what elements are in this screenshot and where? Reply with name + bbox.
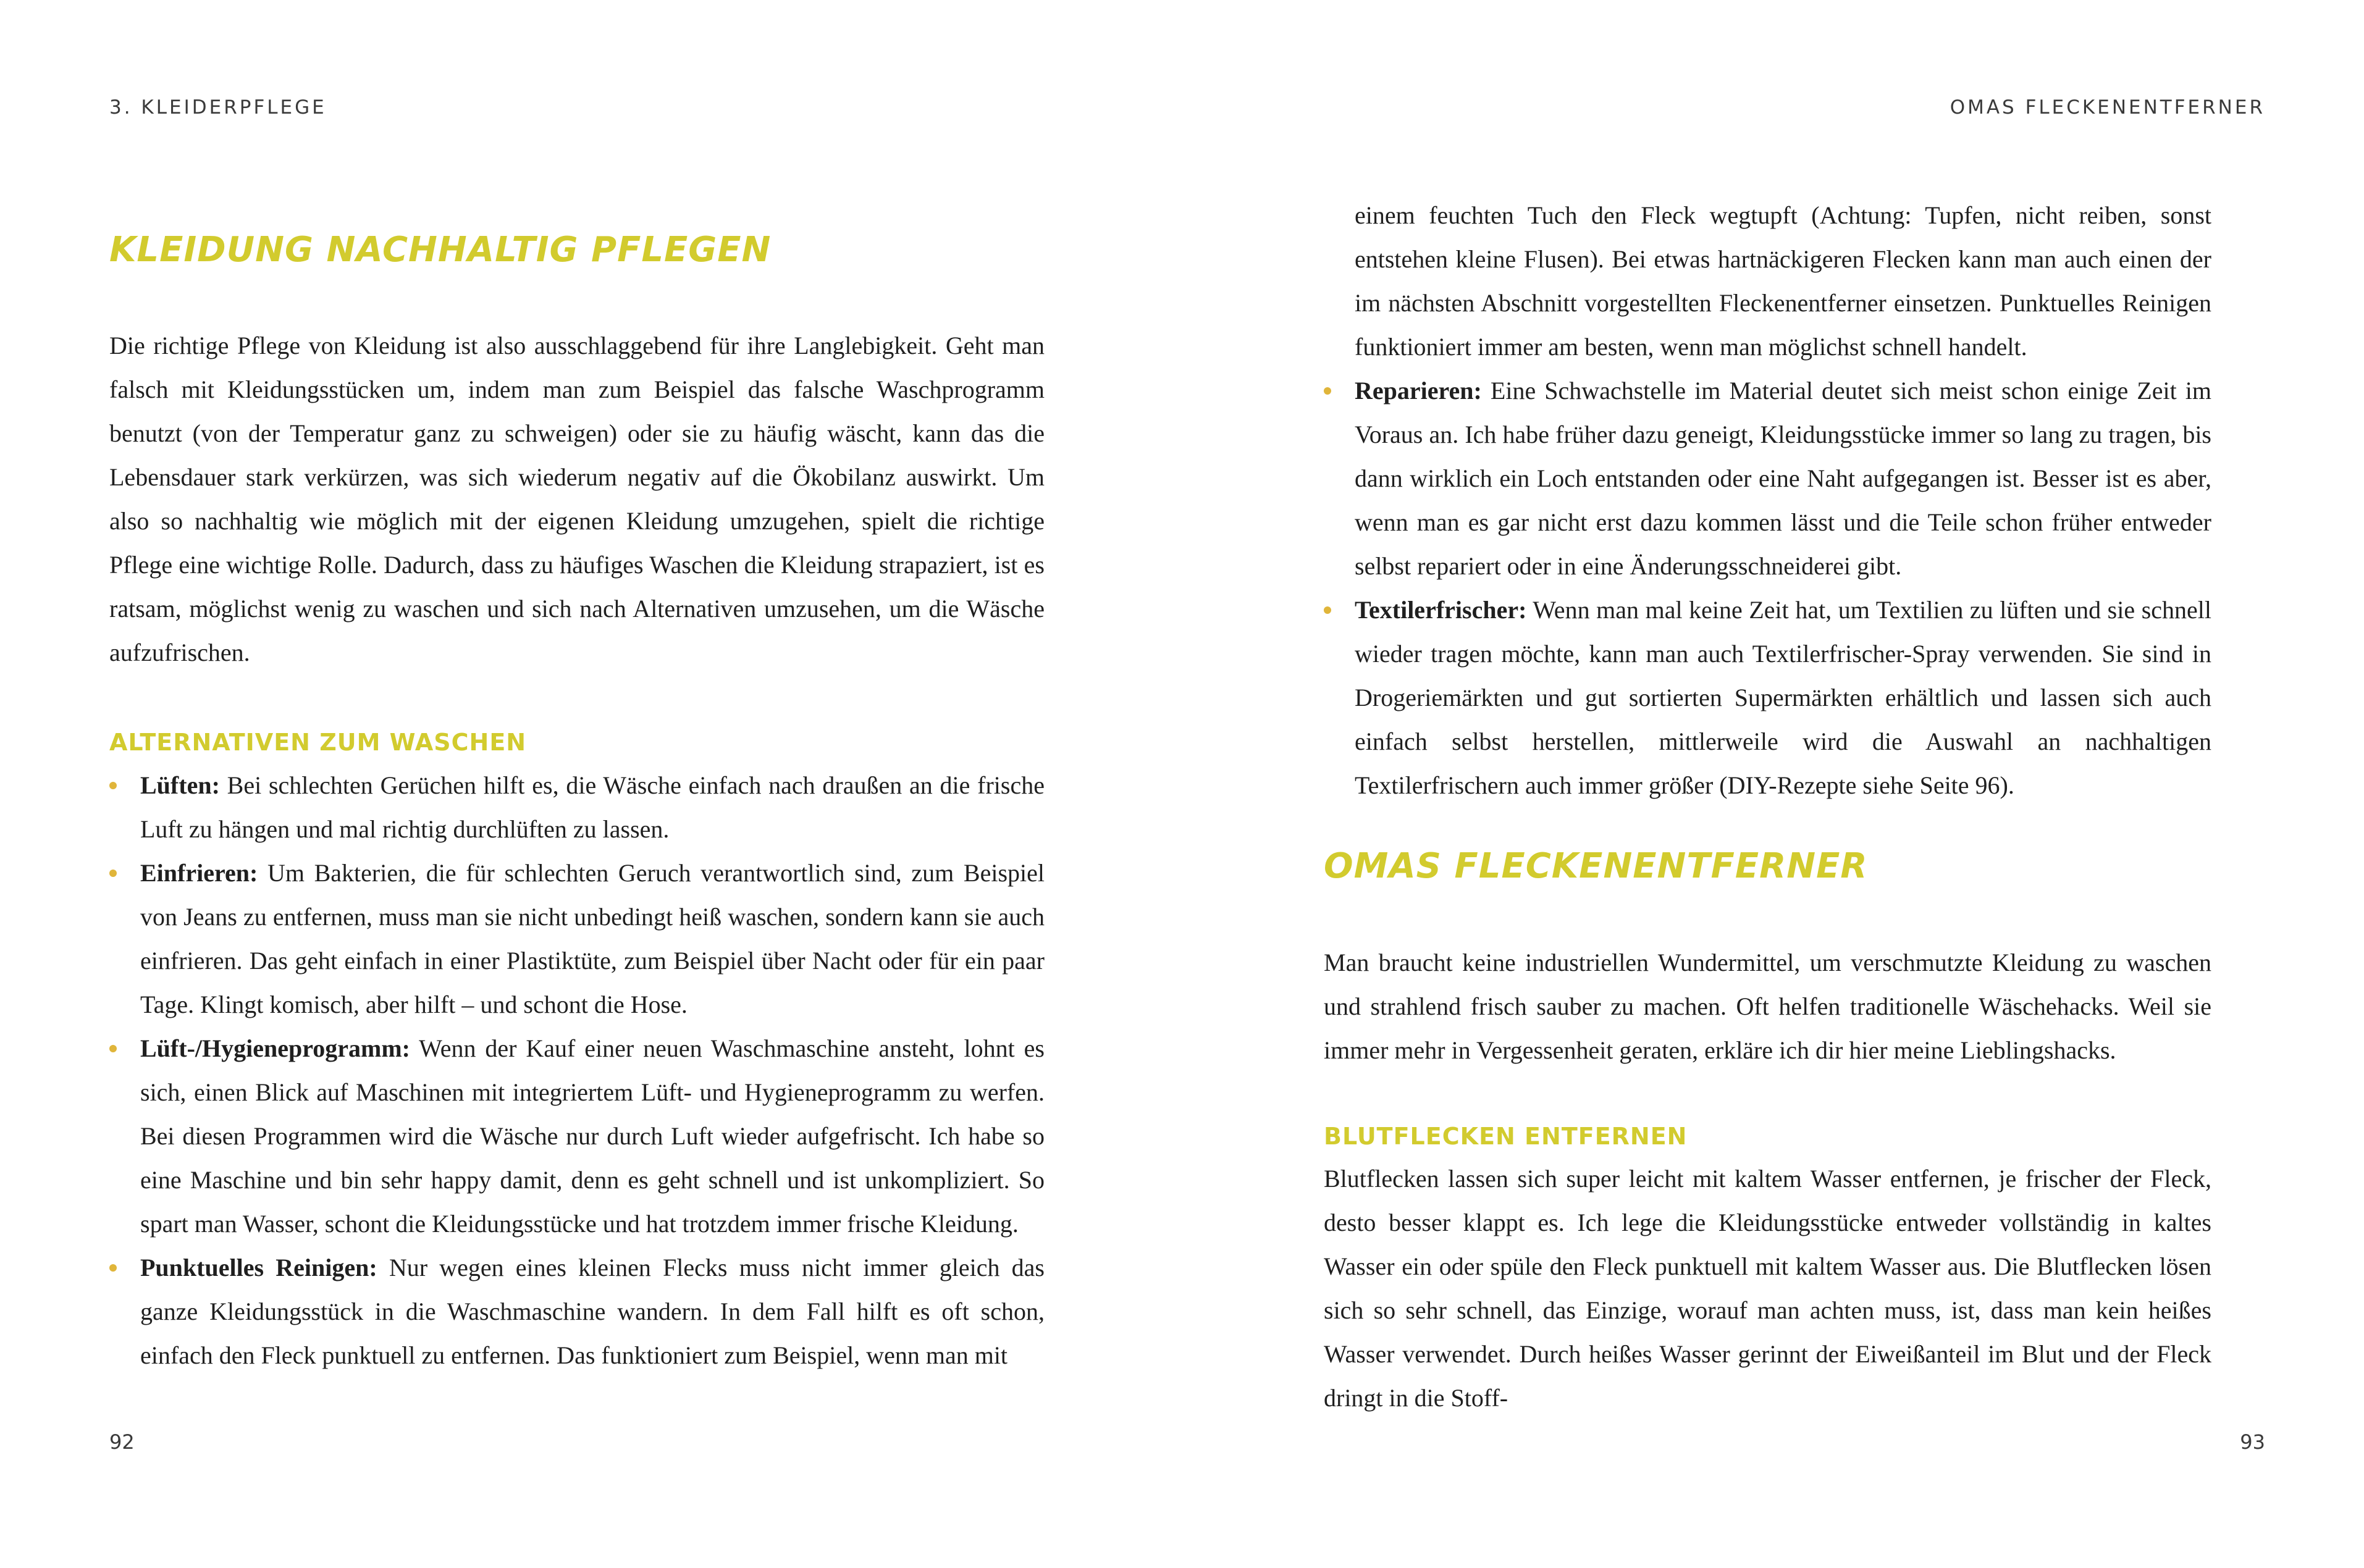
body-paragraph: Blutflecken lassen sich super leicht mit kaltem Wasser entfernen, je frischer der Fleck, desto besser klappt es. Ich lege die Kleidungsstücke entweder vollständig in kaltes Wasser ein oder spüle den Fleck punktuell mit kaltem Wasser aus. Die Blutflecken lösen sich so sehr schnell, das Einzige, worauf man achten muss, ist, dass man kein heißes Wasser verwendet. Durch heißes Wasser gerinnt der Eiweißanteil im Blut und der Fleck dringt in die Stoff-	[1324, 1165, 2211, 1412]
subsection-heading: BLUTFLECKEN ENTFERNEN	[1324, 1123, 1688, 1150]
list-item	[1324, 588, 2211, 807]
continued-list-text: einem feuchten Tuch den Fleck wegtupft (Achtung: Tupfen, nicht reiben, sonst entstehen kleine Flusen). Bei etwas hartnäckigeren Flecken kann man auch einen der im nächsten Abschnitt vorgestellten Fleckenentferner einsetzen. Punktuelles Reinigen funktioniert immer am besten, wenn man möglichst schnell handelt.	[1355, 201, 2211, 361]
list-item-term: Einfrieren:	[140, 859, 258, 887]
running-head: 3. KLEIDERPFLEGE	[109, 96, 327, 119]
bullet-icon	[109, 870, 117, 877]
list-item-text: Bei schlechten Gerüchen hilft es, die Wäsche einfach nach draußen an die frische Luft zu hängen und mal richtig durchlüften zu lassen.	[140, 771, 1045, 843]
intro-paragraph: Die richtige Pflege von Kleidung ist also ausschlaggebend für ihre Langlebigkeit. Geht man falsch mit Kleidungsstücken um, indem man zum Beispiel das falsche Waschprogramm benutzt (von der Temperatur ganz zu schweigen) oder sie zu häufig wäscht, kann das die Lebensdauer stark verkürzen, was sich wiederum negativ auf die Ökobilanz auswirkt. Um also so nachhaltig wie möglich mit der eigenen Kleidung umzugehen, spielt die richtige Pflege eine wichtige Rolle. Dadurch, dass zu häufiges Waschen die Kleidung strapaziert, ist es ratsam, möglichst wenig zu waschen und sich nach Alternativen umzusehen, um die Wäsche aufzufrischen.	[109, 332, 1045, 666]
bullet-icon	[1324, 606, 1331, 614]
section-heading: KLEIDUNG NACHHALTIG PFLEGEN	[109, 230, 772, 270]
list-item-term: Punktuelles Reinigen:	[140, 1254, 377, 1281]
right-page	[1182, 0, 2364, 1568]
bullet-icon	[109, 1264, 117, 1272]
list-item-term: Textilerfrischer:	[1355, 596, 1527, 624]
list-item	[109, 851, 1045, 1026]
page-number: 92	[109, 1430, 135, 1454]
list-item-term: Reparieren:	[1355, 377, 1482, 405]
bullet-icon	[109, 1045, 117, 1052]
list-item	[109, 1026, 1045, 1246]
intro-paragraph: Man braucht keine industriellen Wundermittel, um verschmutzte Kleidung zu waschen und strahlend frisch sauber zu machen. Oft helfen traditionelle Wäschehacks. Weil sie immer mehr in Vergessenheit geraten, erkläre ich dir hier meine Lieblingshacks.	[1324, 949, 2211, 1064]
bullet-icon	[109, 782, 117, 789]
bullet-icon	[1324, 387, 1331, 395]
alternatives-list-continued	[1324, 369, 2211, 807]
list-item-term: Lüften:	[140, 771, 220, 799]
subsection-heading: ALTERNATIVEN ZUM WASCHEN	[109, 729, 527, 756]
list-item	[1324, 369, 2211, 588]
list-item-text: Um Bakterien, die für schlechten Geruch verantwortlich sind, zum Beispiel von Jeans zu entfernen, muss man sie nicht unbedingt heiß waschen, sondern kann sie auch einfrieren. Das geht einfach in einer Plastiktüte, zum Beispiel über Nacht oder für ein paar Tage. Klingt komisch, aber hilft – und schont die Hose.	[140, 859, 1045, 1018]
list-item	[109, 763, 1045, 851]
list-item-text: Wenn man mal keine Zeit hat, um Textilien zu lüften und sie schnell wieder tragen möchte, kann man auch Textilerfrischer-Spray verwenden. Sie sind in Drogeriemärkten und gut sortierten Supermärkten erhältlich und lassen sich auch einfach selbst herstellen, mittlerweile wird die Auswahl an nachhaltigen Textilerfrischern auch immer größer (DIY-Rezepte siehe Seite 96).	[1355, 596, 2211, 799]
section-heading: OMAS FLECKENENTFERNER	[1324, 846, 1868, 886]
running-head: OMAS FLECKENENTFERNER	[1950, 96, 2265, 119]
page-number: 93	[2240, 1430, 2265, 1454]
alternatives-list	[109, 763, 1045, 1377]
list-item-text: Eine Schwachstelle im Material deutet sich meist schon einige Zeit im Voraus an. Ich habe früher dazu geneigt, Kleidungsstücke immer so lang zu tragen, bis dann wirklich ein Loch entstanden oder eine Naht aufgegangen ist. Besser ist es aber, wenn man es gar nicht erst dazu kommen lässt und die Teile schon früher entweder selbst repariert oder in eine Änderungsschneiderei gibt.	[1355, 377, 2211, 580]
list-item	[109, 1246, 1045, 1377]
list-item-text: Wenn der Kauf einer neuen Waschmaschine ansteht, lohnt es sich, einen Blick auf Maschinen mit integriertem Lüft- und Hygieneprogramm zu werfen. Bei diesen Programmen wird die Wäsche nur durch Luft wieder aufgefrischt. Ich habe so eine Maschine und bin sehr happy damit, denn es geht schnell und ist unkompliziert. So spart man Wasser, schont die Kleidungsstücke und hat trotzdem immer frische Kleidung.	[140, 1034, 1045, 1238]
list-item-term: Lüft-/Hygieneprogramm:	[140, 1034, 410, 1062]
list-item-text: Nur wegen eines kleinen Flecks muss nicht immer gleich das ganze Kleidungsstück in die Waschmaschine wandern. In dem Fall hilft es oft schon, einfach den Fleck punktuell zu entfernen. Das funktioniert zum Beispiel, wenn man mit	[140, 1254, 1045, 1369]
